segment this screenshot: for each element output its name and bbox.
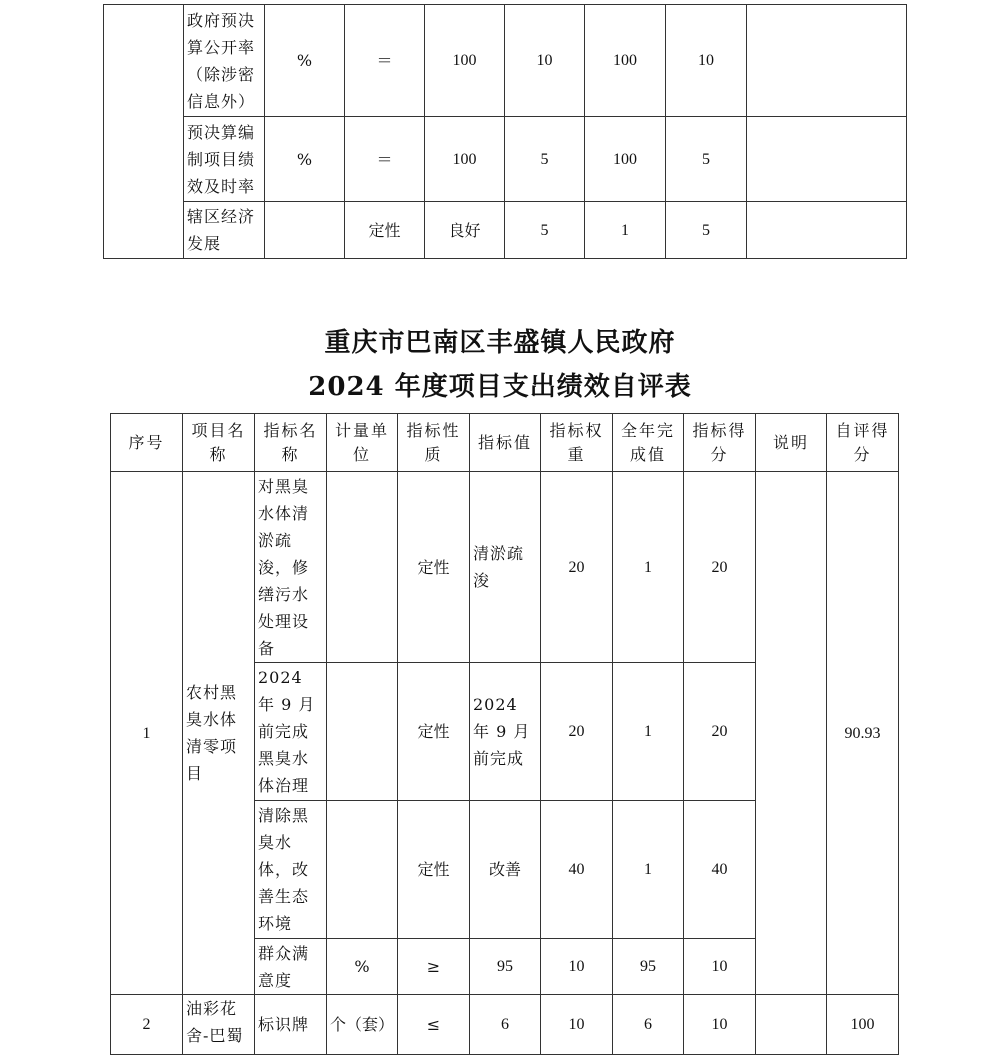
nature-cell: 定性 (398, 663, 470, 801)
nature-cell: ＝ (345, 5, 425, 117)
performance-table (110, 413, 899, 1055)
seq-cell: 2 (111, 995, 183, 1055)
nature-cell: 定性 (398, 801, 470, 939)
weight-cell: 20 (541, 472, 613, 663)
table-row (104, 202, 907, 259)
score-cell: 10 (684, 995, 756, 1055)
unit-cell: 个（套） (327, 995, 398, 1055)
table-row (111, 472, 899, 663)
weight-cell: 20 (541, 663, 613, 801)
value-cell: 改善 (470, 801, 541, 939)
value-cell: 良好 (425, 202, 505, 259)
weight-cell: 10 (541, 939, 613, 995)
indicator-name: 标识牌 (255, 995, 327, 1055)
actual-cell: 6 (613, 995, 684, 1055)
nature-cell: 定性 (345, 202, 425, 259)
header-value: 指标值 (470, 414, 541, 472)
note-cell (756, 472, 827, 995)
seq-cell: 1 (111, 472, 183, 995)
score-cell: 20 (684, 663, 756, 801)
self-score-cell: 90.93 (827, 472, 899, 995)
indicator-name: 群众满意度 (255, 939, 327, 995)
unit-cell (265, 202, 345, 259)
score-cell: 10 (684, 939, 756, 995)
weight-cell: 10 (541, 995, 613, 1055)
weight-cell: 40 (541, 801, 613, 939)
unit-cell: % (327, 939, 398, 995)
table-row (104, 117, 907, 202)
score-cell: 5 (666, 117, 747, 202)
blank-cell (104, 5, 184, 259)
project-name: 农村黑臭水体清零项目 (183, 472, 255, 995)
header-indicator: 指标名称 (255, 414, 327, 472)
indicator-name: 预决算编制项目绩效及时率 (184, 117, 265, 202)
actual-cell: 100 (585, 5, 666, 117)
weight-cell: 5 (505, 202, 585, 259)
value-cell: 2024 年 9 月前完成 (470, 663, 541, 801)
header-seq: 序号 (111, 414, 183, 472)
actual-cell: 1 (613, 663, 684, 801)
document-title: 重庆市巴南区丰盛镇人民政府 (324, 328, 676, 358)
table-row (111, 995, 899, 1055)
indicator-name: 对黑臭水体清淤疏浚，修缮污水处理设备 (255, 472, 327, 663)
nature-cell: ≥ (398, 939, 470, 995)
unit-cell (327, 801, 398, 939)
note-cell (756, 995, 827, 1055)
actual-cell: 1 (613, 472, 684, 663)
nature-cell: 定性 (398, 472, 470, 663)
indicator-name: 政府预决算公开率（除涉密信息外） (184, 5, 265, 117)
nature-cell: ≤ (398, 995, 470, 1055)
score-cell: 5 (666, 202, 747, 259)
header-row (111, 414, 899, 472)
value-cell: 95 (470, 939, 541, 995)
weight-cell: 5 (505, 117, 585, 202)
indicator-name: 清除黑臭水体，改善生态环境 (255, 801, 327, 939)
project-name: 油彩花舍-巴蜀 (183, 995, 255, 1055)
actual-cell: 1 (585, 202, 666, 259)
value-cell: 清淤疏浚 (470, 472, 541, 663)
header-unit: 计量单位 (327, 414, 398, 472)
header-actual: 全年完成值 (613, 414, 684, 472)
header-project: 项目名称 (183, 414, 255, 472)
score-cell: 40 (684, 801, 756, 939)
weight-cell: 10 (505, 5, 585, 117)
unit-cell (327, 472, 398, 663)
value-cell: 6 (470, 995, 541, 1055)
unit-cell: % (265, 5, 345, 117)
note-cell (747, 202, 907, 259)
value-cell: 100 (425, 117, 505, 202)
indicator-name: 2024 年 9 月前完成黑臭水体治理 (255, 663, 327, 801)
score-cell: 10 (666, 5, 747, 117)
indicator-name: 辖区经济发展 (184, 202, 265, 259)
actual-cell: 1 (613, 801, 684, 939)
table-row (104, 5, 907, 117)
unit-cell: % (265, 117, 345, 202)
note-cell (747, 5, 907, 117)
score-cell: 20 (684, 472, 756, 663)
header-nature: 指标性质 (398, 414, 470, 472)
self-score-cell: 100 (827, 995, 899, 1055)
actual-cell: 95 (613, 939, 684, 995)
note-cell (747, 117, 907, 202)
header-weight: 指标权重 (541, 414, 613, 472)
nature-cell: ＝ (345, 117, 425, 202)
header-self-score: 自评得分 (827, 414, 899, 472)
header-score: 指标得分 (684, 414, 756, 472)
previous-table (103, 4, 907, 259)
actual-cell: 100 (585, 117, 666, 202)
document-subtitle: 2024 年度项目支出绩效自评表 (308, 372, 692, 402)
value-cell: 100 (425, 5, 505, 117)
header-note: 说明 (756, 414, 827, 472)
unit-cell (327, 663, 398, 801)
